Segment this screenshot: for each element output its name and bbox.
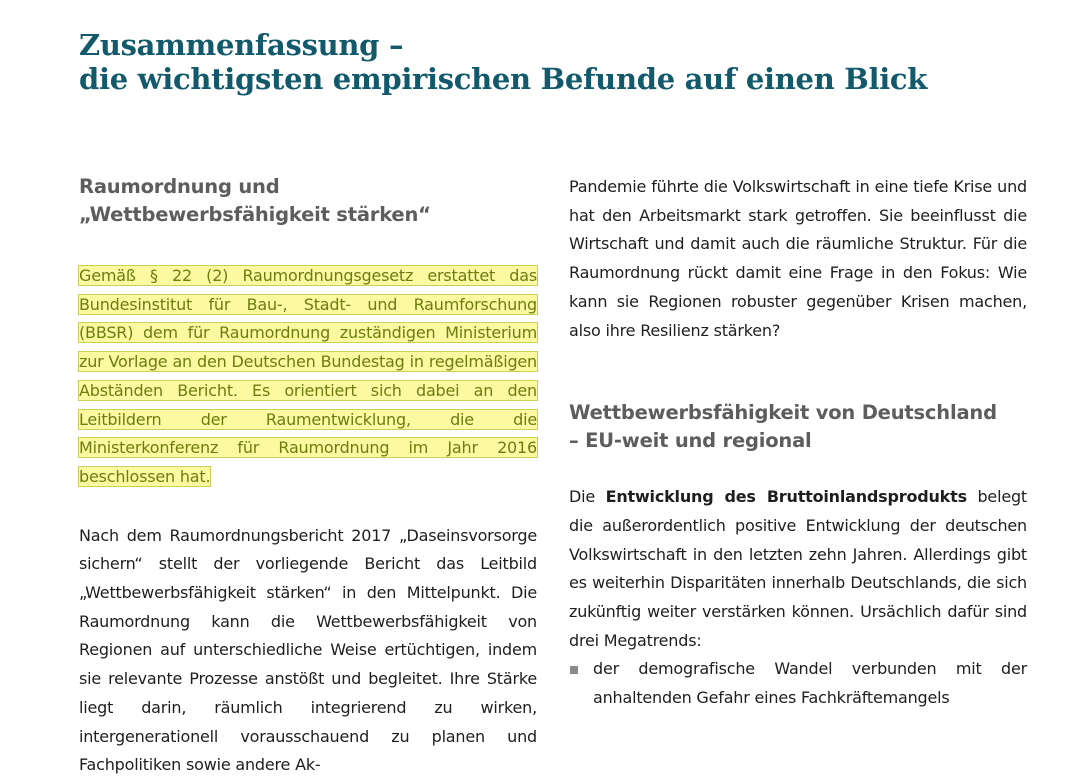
square-bullet-icon	[570, 666, 578, 674]
section-heading-wettbewerbsfaehigkeit	[569, 399, 1027, 455]
section-heading-line-1: Wettbewerbsfähigkeit von Deutschland	[569, 401, 997, 425]
page-title	[79, 28, 927, 96]
megatrends-list	[569, 655, 1027, 712]
list-item	[569, 655, 1027, 712]
highlighted-text[interactable]: Gemäß § 22 (2) Raumordnungsgesetz erstattet das Bundesinstitut für Bau-, Stadt- und Raumforschung (BBSR) dem für Raumordnung zuständigen Ministerium zur Vorlage an den Deutschen Bundestag in regelmäßigen Abständen Bericht. Es orientiert sich dabei an den Leitbildern der Raumentwicklung, die die Ministerkonferenz für Raumordnung im Jahr 2016 beschlossen hat.	[79, 266, 537, 486]
left-column	[79, 173, 537, 780]
page-title-line-1: Zusammenfassung –	[79, 28, 404, 62]
intro-paragraph	[79, 262, 537, 492]
paragraph-lead-text: Die	[569, 487, 606, 507]
section-heading-line-2: „Wettbewerbsfähigkeit stärken“	[79, 203, 431, 226]
list-item-text: der demografische Wandel verbunden mit der anhaltenden Gefahr eines Fachkräftemangels	[593, 659, 1027, 708]
body-paragraph-leitbild: Nach dem Raumordnungsbericht 2017 „Daseinsvorsorge sichern“ stellt der vorliegende Bericht das Leitbild „Wettbewerbsfähigkeit stärken“ in den Mittelpunkt. Die Raumordnung kann die Wettbewerbsfähigkeit von Regionen auf unterschiedliche Weise ertüchtigen, indem sie relevante Prozesse anstößt und begleitet. Ihre Stärke liegt darin, räumlich integrierend zu wirken, intergenerationell vorausschauend zu planen und Fachpolitiken sowie andere Ak-	[79, 525, 537, 775]
body-paragraph-bip	[569, 483, 1027, 655]
section-heading-raumordnung	[79, 173, 537, 229]
section-heading-line-2: – EU-weit und regional	[569, 429, 812, 453]
right-column	[569, 173, 1027, 713]
paragraph-rest-text: belegt die außerordentlich positive Entwicklung der deutschen Volkswirtschaft in den letzten zehn Jahren. Allerdings gibt es weiterhin Disparitäten innerhalb Deutschlands, die sich zukünftig weiter verstärken können. Ursächlich dafür sind drei Megatrends:	[569, 487, 1027, 650]
bold-term-bip: Entwicklung des Bruttoinlandsprodukts	[605, 487, 967, 507]
page-title-line-2: die wichtigsten empirischen Befunde auf einen Blick	[79, 62, 928, 96]
section-heading-line-1: Raumordnung und	[79, 175, 280, 198]
body-paragraph-pandemie: Pandemie führte die Volkswirtschaft in eine tiefe Krise und hat den Arbeitsmarkt stark getroffen. Sie beeinflusst die Wirtschaft und damit auch die räumliche Struktur. Für die Raumordnung rückt damit eine Frage in den Fokus: Wie kann sie Regionen robuster gegenüber Krisen machen, also ihre Resilienz stärken?	[569, 177, 1027, 340]
